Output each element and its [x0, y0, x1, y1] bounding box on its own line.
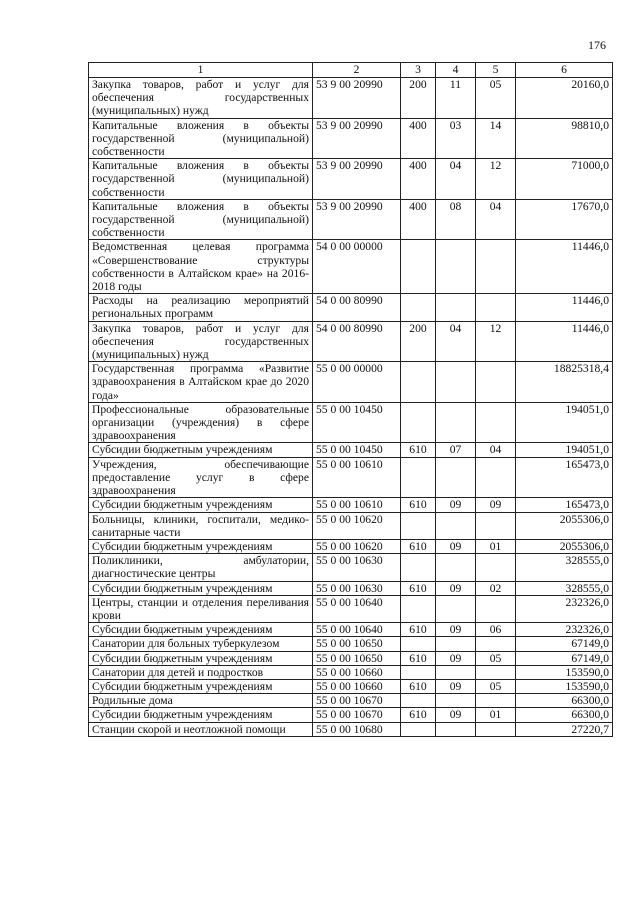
row-vr-cell: 400	[401, 199, 436, 240]
row-name-cell: Санатории для детей и подростков	[89, 665, 313, 679]
row-vr-cell: 400	[401, 159, 436, 200]
row-vr-cell: 610	[401, 623, 436, 637]
row-pr-cell	[476, 722, 516, 736]
row-pr-cell: 12	[476, 321, 516, 362]
row-pr-cell	[476, 402, 516, 443]
row-rz-cell	[436, 595, 476, 622]
row-rz-cell	[436, 554, 476, 581]
row-name-cell: Закупка товаров, работ и услуг для обеспечения государственных (муниципальных) нужд	[89, 78, 313, 119]
col-header-pr: 5	[476, 63, 516, 78]
row-sum-cell: 328555,0	[516, 581, 613, 595]
row-sum-cell: 67149,0	[516, 651, 613, 665]
row-pr-cell: 01	[476, 708, 516, 722]
row-code-cell: 53 9 00 20990	[313, 159, 401, 200]
table-row	[89, 623, 613, 637]
table-row	[89, 498, 613, 512]
row-sum-cell: 232326,0	[516, 595, 613, 622]
row-pr-cell	[476, 362, 516, 403]
row-sum-cell: 328555,0	[516, 554, 613, 581]
row-rz-cell	[436, 240, 476, 294]
table-row	[89, 539, 613, 553]
row-pr-cell: 05	[476, 651, 516, 665]
row-sum-cell: 11446,0	[516, 294, 613, 321]
row-name-cell: Субсидии бюджетным учреждениям	[89, 679, 313, 693]
row-vr-cell	[401, 694, 436, 708]
row-name-cell: Государственная программа «Развитие здравоохранения в Алтайском крае до 2020 года»	[89, 362, 313, 403]
row-code-cell: 55 0 00 10660	[313, 665, 401, 679]
row-pr-cell	[476, 240, 516, 294]
table-row	[89, 402, 613, 443]
table-row	[89, 554, 613, 581]
row-rz-cell	[436, 694, 476, 708]
row-name-cell: Субсидии бюджетным учреждениям	[89, 623, 313, 637]
table-row	[89, 457, 613, 498]
row-name-cell: Профессиональные образовательные организации (учреждения) в сфере здравоохранения	[89, 402, 313, 443]
row-code-cell: 55 0 00 10670	[313, 694, 401, 708]
row-sum-cell: 165473,0	[516, 498, 613, 512]
row-vr-cell	[401, 294, 436, 321]
row-name-cell: Больницы, клиники, госпитали, медико-санитарные части	[89, 512, 313, 539]
col-header-code: 2	[313, 63, 401, 78]
row-sum-cell: 98810,0	[516, 118, 613, 159]
row-pr-cell	[476, 294, 516, 321]
row-vr-cell	[401, 457, 436, 498]
row-pr-cell: 12	[476, 159, 516, 200]
row-name-cell: Субсидии бюджетным учреждениям	[89, 498, 313, 512]
table-row	[89, 722, 613, 736]
row-rz-cell: 09	[436, 679, 476, 693]
row-name-cell: Санатории для больных туберкулезом	[89, 637, 313, 651]
row-pr-cell: 09	[476, 498, 516, 512]
row-pr-cell: 05	[476, 679, 516, 693]
row-rz-cell: 09	[436, 498, 476, 512]
row-code-cell: 54 0 00 80990	[313, 321, 401, 362]
row-name-cell: Учреждения, обеспечивающие предоставление услуг в сфере здравоохранения	[89, 457, 313, 498]
row-rz-cell: 09	[436, 581, 476, 595]
row-name-cell: Субсидии бюджетным учреждениям	[89, 651, 313, 665]
row-code-cell: 55 0 00 10640	[313, 623, 401, 637]
row-code-cell: 55 0 00 10620	[313, 539, 401, 553]
row-sum-cell: 67149,0	[516, 637, 613, 651]
row-vr-cell: 610	[401, 498, 436, 512]
row-code-cell: 55 0 00 10450	[313, 402, 401, 443]
row-pr-cell: 04	[476, 443, 516, 457]
table-row	[89, 708, 613, 722]
row-vr-cell	[401, 362, 436, 403]
row-code-cell: 55 0 00 10680	[313, 722, 401, 736]
row-rz-cell	[436, 402, 476, 443]
row-code-cell: 55 0 00 10610	[313, 498, 401, 512]
row-vr-cell: 610	[401, 443, 436, 457]
table-row	[89, 362, 613, 403]
row-rz-cell: 09	[436, 623, 476, 637]
table-row	[89, 665, 613, 679]
table-row	[89, 595, 613, 622]
row-code-cell: 55 0 00 10670	[313, 708, 401, 722]
row-code-cell: 55 0 00 10610	[313, 457, 401, 498]
row-sum-cell: 232326,0	[516, 623, 613, 637]
row-sum-cell: 20160,0	[516, 78, 613, 119]
col-header-rz: 4	[436, 63, 476, 78]
table-row	[89, 637, 613, 651]
row-rz-cell: 03	[436, 118, 476, 159]
table-row	[89, 443, 613, 457]
row-rz-cell: 08	[436, 199, 476, 240]
row-code-cell: 55 0 00 10640	[313, 595, 401, 622]
row-vr-cell: 400	[401, 118, 436, 159]
row-vr-cell	[401, 722, 436, 736]
row-rz-cell	[436, 722, 476, 736]
row-name-cell: Расходы на реализацию мероприятий региональных программ	[89, 294, 313, 321]
row-pr-cell	[476, 694, 516, 708]
table-row	[89, 679, 613, 693]
page-number: 176	[588, 38, 606, 52]
row-sum-cell: 165473,0	[516, 457, 613, 498]
row-name-cell: Станции скорой и неотложной помощи	[89, 722, 313, 736]
row-name-cell: Центры, станции и отделения переливания крови	[89, 595, 313, 622]
table-row	[89, 581, 613, 595]
table-row	[89, 159, 613, 200]
table-row	[89, 240, 613, 294]
table-row	[89, 321, 613, 362]
table-row	[89, 78, 613, 119]
row-name-cell: Поликлиники, амбулатории, диагностические центры	[89, 554, 313, 581]
row-pr-cell	[476, 512, 516, 539]
row-sum-cell: 194051,0	[516, 443, 613, 457]
row-vr-cell: 610	[401, 708, 436, 722]
row-name-cell: Капитальные вложения в объекты государственной (муниципальной) собственности	[89, 118, 313, 159]
row-vr-cell: 610	[401, 581, 436, 595]
budget-table	[88, 62, 613, 737]
row-sum-cell: 66300,0	[516, 694, 613, 708]
row-code-cell: 54 0 00 00000	[313, 240, 401, 294]
row-sum-cell: 66300,0	[516, 708, 613, 722]
row-code-cell: 53 9 00 20990	[313, 78, 401, 119]
col-header-vr: 3	[401, 63, 436, 78]
row-sum-cell: 194051,0	[516, 402, 613, 443]
row-code-cell: 55 0 00 10650	[313, 637, 401, 651]
row-code-cell: 53 9 00 20990	[313, 118, 401, 159]
row-vr-cell	[401, 402, 436, 443]
table-row	[89, 118, 613, 159]
row-rz-cell: 04	[436, 321, 476, 362]
row-rz-cell	[436, 362, 476, 403]
row-name-cell: Родильные дома	[89, 694, 313, 708]
row-rz-cell: 09	[436, 651, 476, 665]
row-vr-cell	[401, 554, 436, 581]
row-code-cell: 55 0 00 10650	[313, 651, 401, 665]
row-pr-cell: 14	[476, 118, 516, 159]
row-pr-cell	[476, 637, 516, 651]
row-pr-cell	[476, 665, 516, 679]
row-vr-cell: 610	[401, 539, 436, 553]
row-pr-cell: 01	[476, 539, 516, 553]
row-name-cell: Ведомственная целевая программа «Совершенствование структуры собственности в Алтайском крае» на 2016-2018 годы	[89, 240, 313, 294]
row-pr-cell: 06	[476, 623, 516, 637]
row-rz-cell: 09	[436, 539, 476, 553]
row-name-cell: Субсидии бюджетным учреждениям	[89, 581, 313, 595]
row-sum-cell: 27220,7	[516, 722, 613, 736]
row-rz-cell	[436, 294, 476, 321]
row-code-cell: 55 0 00 00000	[313, 362, 401, 403]
row-sum-cell: 11446,0	[516, 240, 613, 294]
row-code-cell: 55 0 00 10660	[313, 679, 401, 693]
row-rz-cell	[436, 665, 476, 679]
row-vr-cell	[401, 240, 436, 294]
row-code-cell: 54 0 00 80990	[313, 294, 401, 321]
row-pr-cell	[476, 457, 516, 498]
row-code-cell: 55 0 00 10620	[313, 512, 401, 539]
row-pr-cell	[476, 554, 516, 581]
row-pr-cell	[476, 595, 516, 622]
col-header-sum: 6	[516, 63, 613, 78]
row-vr-cell	[401, 665, 436, 679]
row-name-cell: Субсидии бюджетным учреждениям	[89, 539, 313, 553]
table-row	[89, 694, 613, 708]
row-rz-cell	[436, 512, 476, 539]
row-name-cell: Закупка товаров, работ и услуг для обеспечения государственных (муниципальных) нужд	[89, 321, 313, 362]
row-code-cell: 55 0 00 10630	[313, 554, 401, 581]
header-row	[89, 63, 613, 78]
row-sum-cell: 18825318,4	[516, 362, 613, 403]
row-name-cell: Капитальные вложения в объекты государственной (муниципальной) собственности	[89, 159, 313, 200]
row-sum-cell: 153590,0	[516, 665, 613, 679]
table-row	[89, 199, 613, 240]
row-rz-cell: 07	[436, 443, 476, 457]
row-vr-cell: 610	[401, 679, 436, 693]
row-sum-cell: 11446,0	[516, 321, 613, 362]
row-rz-cell	[436, 637, 476, 651]
table-row	[89, 294, 613, 321]
row-code-cell: 53 9 00 20990	[313, 199, 401, 240]
row-rz-cell	[436, 457, 476, 498]
row-vr-cell: 610	[401, 651, 436, 665]
row-name-cell: Субсидии бюджетным учреждениям	[89, 708, 313, 722]
row-code-cell: 55 0 00 10630	[313, 581, 401, 595]
row-code-cell: 55 0 00 10450	[313, 443, 401, 457]
row-name-cell: Субсидии бюджетным учреждениям	[89, 443, 313, 457]
row-pr-cell: 02	[476, 581, 516, 595]
row-rz-cell: 04	[436, 159, 476, 200]
row-pr-cell: 04	[476, 199, 516, 240]
row-name-cell: Капитальные вложения в объекты государственной (муниципальной) собственности	[89, 199, 313, 240]
table-row	[89, 651, 613, 665]
row-sum-cell: 2055306,0	[516, 512, 613, 539]
row-rz-cell: 09	[436, 708, 476, 722]
row-pr-cell: 05	[476, 78, 516, 119]
row-sum-cell: 17670,0	[516, 199, 613, 240]
table-row	[89, 512, 613, 539]
row-sum-cell: 2055306,0	[516, 539, 613, 553]
row-vr-cell: 200	[401, 321, 436, 362]
row-vr-cell	[401, 595, 436, 622]
row-vr-cell	[401, 637, 436, 651]
row-sum-cell: 71000,0	[516, 159, 613, 200]
row-rz-cell: 11	[436, 78, 476, 119]
row-vr-cell	[401, 512, 436, 539]
col-header-name: 1	[89, 63, 313, 78]
row-vr-cell: 200	[401, 78, 436, 119]
row-sum-cell: 153590,0	[516, 679, 613, 693]
